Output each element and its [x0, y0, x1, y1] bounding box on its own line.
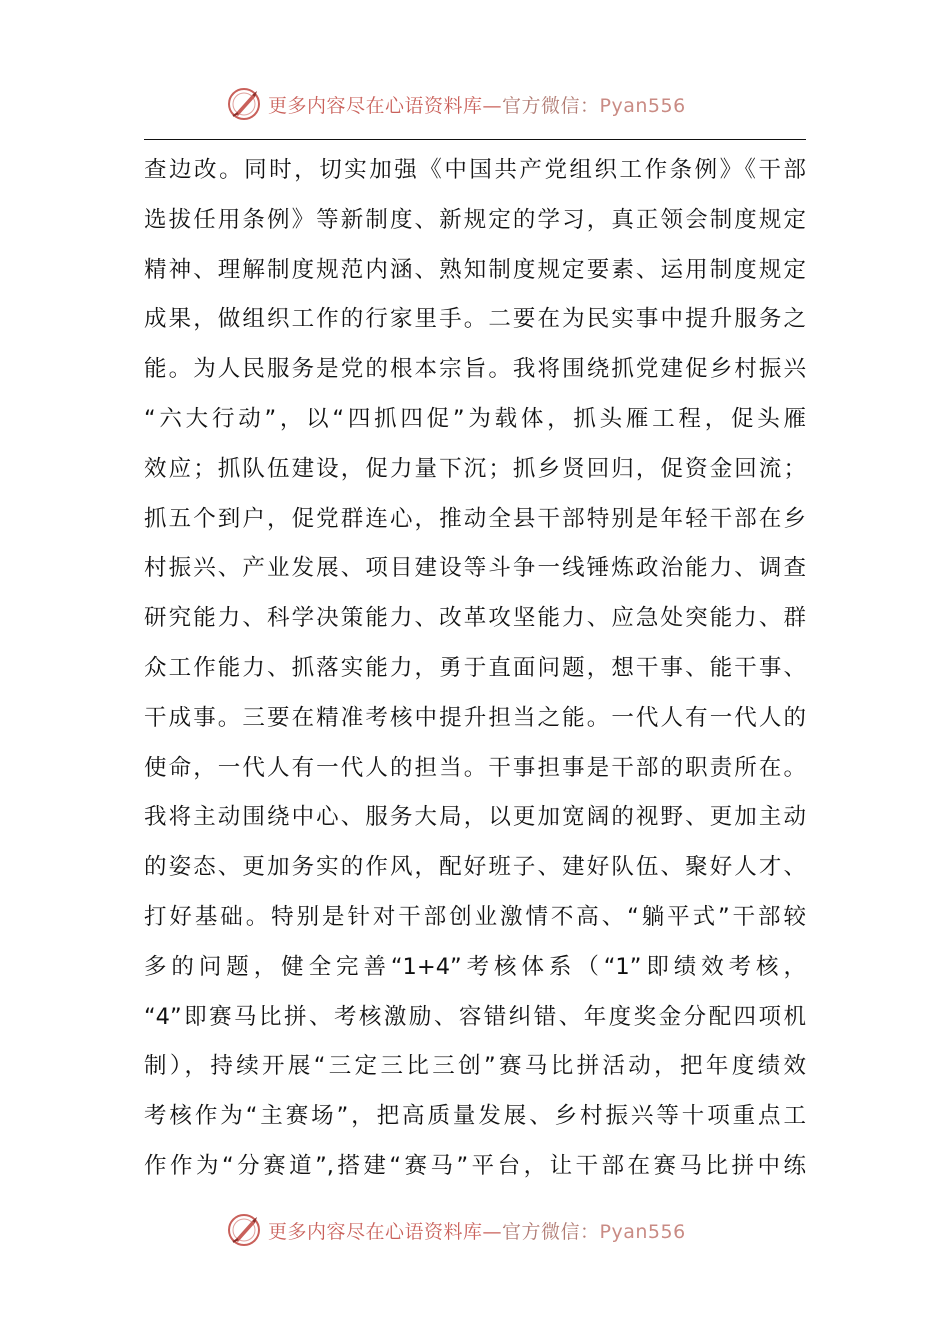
text-line: “六大行动”，以“四抓四促”为载体，抓头雁工程，促头雁 — [144, 405, 806, 432]
quill-pen-logo-icon — [226, 1212, 262, 1248]
footer-watermark-banner — [226, 1210, 726, 1250]
banner-main-text: 更多内容尽在心语资料库 — [268, 94, 483, 117]
text-line: 众工作能力、抓落实能力，勇于直面问题，想干事、能干事、 — [144, 654, 806, 681]
text-line: 使命，一代人有一代人的担当。干事担事是干部的职责所在。 — [144, 754, 806, 781]
text-line: 成果，做组织工作的行家里手。二要在为民实事中提升服务之 — [144, 306, 806, 333]
text-line: 作作为“分赛道”,搭建“赛马”平台，让干部在赛马比拼中练 — [144, 1152, 806, 1179]
banner-main-text: 更多内容尽在心语资料库 — [268, 1220, 483, 1243]
text-line: 能。为人民服务是党的根本宗旨。我将围绕抓党建促乡村振兴 — [144, 356, 806, 383]
text-line: 村振兴、产业发展、项目建设等斗争一线锤炼政治能力、调查 — [144, 555, 806, 582]
text-line: 的姿态、更加务实的作风，配好班子、建好队伍、聚好人才、 — [144, 854, 806, 881]
text-line: 查边改。同时，切实加强《中国共产党组织工作条例》《干部 — [144, 157, 806, 183]
text-line: 考核作为“主赛场”，把高质量发展、乡村振兴等十项重点工 — [144, 1103, 806, 1130]
body-paragraph — [144, 146, 806, 1192]
text-line: 制），持续开展“三定三比三创”赛马比拼活动，把年度绩效 — [144, 1053, 806, 1080]
banner-dash: — — [482, 1220, 503, 1243]
header-divider — [144, 139, 806, 140]
banner-dash: — — [482, 94, 503, 117]
banner-wechat-id: Pyan556 — [599, 94, 686, 117]
header-watermark-banner — [226, 84, 726, 124]
text-line: 精神、理解制度规范内涵、熟知制度规定要素、运用制度规定 — [144, 256, 806, 283]
banner-wechat-id: Pyan556 — [599, 1220, 686, 1243]
text-line: 效应；抓队伍建设，促力量下沉；抓乡贤回归，促资金回流； — [144, 455, 806, 482]
text-line: 我将主动围绕中心、服务大局，以更加宽阔的视野、更加主动 — [144, 804, 806, 831]
banner-wechat-label: 官方微信： — [502, 1220, 600, 1243]
text-line: “4”即赛马比拼、考核激励、容错纠错、年度奖金分配四项机 — [144, 1003, 806, 1030]
text-line: 干成事。三要在精准考核中提升担当之能。一代人有一代人的 — [144, 704, 806, 731]
text-line: 抓五个到户，促党群连心，推动全县干部特别是年轻干部在乡 — [144, 505, 806, 532]
text-line: 多的问题，健全完善“1+4”考核体系（“1”即绩效考核， — [144, 953, 806, 980]
text-line: 打好基础。特别是针对干部创业激情不高、“躺平式”干部较 — [144, 903, 806, 930]
text-line: 选拔任用条例》等新制度、新规定的学习，真正领会制度规定 — [144, 206, 806, 233]
quill-pen-logo-icon — [226, 86, 262, 122]
banner-wechat-label: 官方微信： — [502, 94, 600, 117]
text-line: 研究能力、科学决策能力、改革攻坚能力、应急处突能力、群 — [144, 605, 806, 632]
